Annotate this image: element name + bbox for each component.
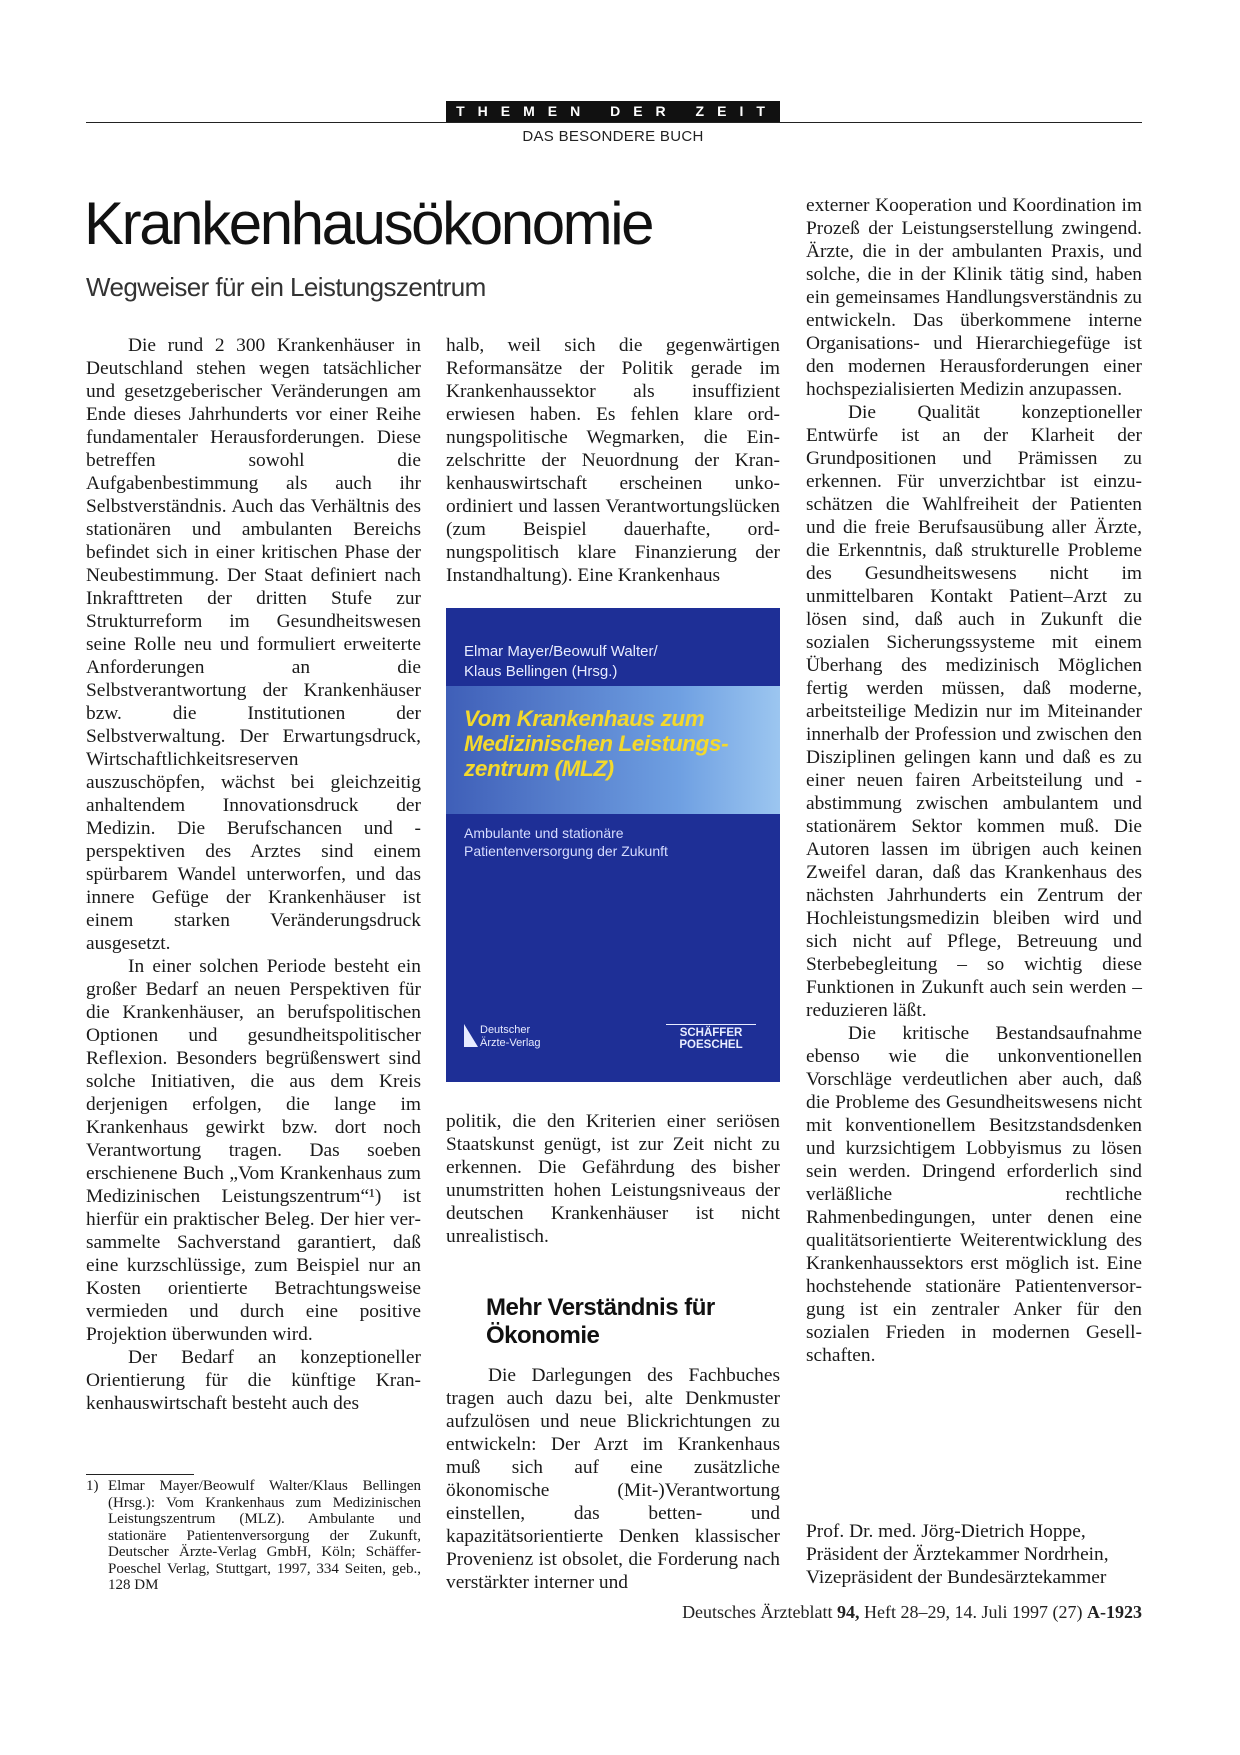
paragraph: Der Bedarf an konzeptioneller Orientierung für die künftige Krankenhauswirtschaft besteht auch des [86, 1347, 421, 1414]
book-title: Vom Krankenhaus zum Medizinischen Leistungs- zentrum (MLZ) [464, 706, 729, 781]
section-subrubric: DAS BESONDERE BUCH [522, 128, 704, 145]
paragraph: politik, die den Kriterien einer seriösen Staatskunst genügt, ist zur Zeit nicht zu erkennen. Die Gefährdung des bisher unumstritten hohen Leistungsniveaus der deutschen Krankenhäuser ist nicht unrealistisch. [446, 1111, 780, 1247]
footnote-number: 1) [86, 1478, 99, 1494]
book-publisher-right: SCHÄFFER POESCHEL [666, 1024, 756, 1051]
paragraph: Die Qualität konzeptioneller Entwürfe ist an der Klarheit der Grundpositionen und Prämissen zu erkennen. Für unverzichtbar ist einzuschätzen die Wahlfreiheit der Patienten und die freie Berufsausübung aller Ärzte, die Erkenntnis, daß strukturelle Probleme des Gesundheitswesens nicht im unmittelbaren Kontakt Patient–Arzt zu lösen sind, daß auch in Zukunft die sozialen Sicherungssysteme mit einem Überhang des medizinisch Möglichen fertig werden müssen, daß moderne, arbeitsteilige Medizin nur im Miteinander innerhalb der Profession und zwischen den Disziplinen gelingen kann und daß es zu einer neuen fairen Arbeitsteilung und -abstimmung zwischen ambulantem und stationärem Sektor kommen muß. Die Autoren lassen im übrigen auch keinen Zweifel daran, daß das Krankenhaus des nächsten Jahrhunderts ein Zentrum der Hochleistungsmedizin bleiben wird und sich nicht auf Pflege, Betreuung und Sterbebegleitung – so wichtig diese Funktionen in Zukunft auch sein werden – reduzieren läßt. [806, 402, 1142, 1021]
book-authors: Elmar Mayer/Beowulf Walter/ Klaus Bellingen (Hrsg.) [464, 643, 658, 680]
publisher-logo-icon [463, 1022, 479, 1048]
footnote [86, 1478, 421, 1594]
paragraph: In einer solchen Periode besteht ein großer Bedarf an neuen Perspektiven für die Krankenhäuser, an berufspolitischen Optionen und gesundheitspolitischer Reflexion. Besonders begrüßenswert sind solche Initiativen, die aus dem Kreis derjenigen erfolgen, die lange im Krankenhaus gewirkt bzw. dort noch Verantwortung tragen. Das soeben erschienene Buch „Vom Krankenhaus zum Medizinischen Leistungszentrum“¹) ist hierfür ein praktischer Beleg. Der hier versammelte Sachverstand garantiert, daß eine kurzschlüssige, zum Beispiel nur an Kosten orientierte Betrachtungsweise vermieden und durch eine positive Projektion überwunden wird. [86, 956, 421, 1345]
book-cover-image [446, 608, 780, 1082]
column-2-bottom [446, 1364, 780, 1594]
author-signature: Prof. Dr. med. Jörg-Dietrich Hoppe, Präsident der Ärztekammer Nordrhein, Vizepräsident der Bundesärztekammer [806, 1521, 1109, 1588]
page-number: A-1923 [1087, 1602, 1142, 1622]
book-publisher-left: Deutscher Ärzte-Verlag [480, 1024, 541, 1049]
footnote-rule [86, 1474, 194, 1475]
paragraph: externer Kooperation und Koordination im Prozeß der Leistungserstellung zwingend. Ärzte, die in der ambulanten Praxis, und solche, die in der Klinik tätig sind, haben ein gemeinsames Handlungsverständnis zu entwickeln. Das überkommene interne Organisations- und Hierarchiegefüge ist den modernen Herausforderungen einer hochspezialisierten Medizin anzupassen. [806, 195, 1142, 400]
column-2-middle [446, 1110, 780, 1248]
paragraph: Die Darlegungen des Fachbuches tragen auch dazu bei, alte Denkmuster aufzulösen und neue Blickrichtungen zu entwickeln: Der Arzt im Krankenhaus muß sich auf eine zusätzliche ökonomische (Mit-)Verantwortung einstellen, das betten- und kapazitätsorientierte Denken klassischer Provenienz ist obsolet, die Forderung nach verstärkter interner und [446, 1365, 780, 1593]
paragraph: halb, weil sich die gegenwärtigen Reformansätze der Politik gerade im Krankenhaussektor als insuffizient erwiesen haben. Es fehlen klare ordnungspolitische Wegmarken, die Einzelschritte der Neuordnung der Krankenhauswirtschaft erscheinen unkoordiniert und lassen Verantwortungslücken (zum Beispiel dauerhafte, ordnungspolitisch klare Finanzierung der Instandhaltung). Eine Krankenhaus [446, 335, 780, 586]
column-1 [86, 334, 421, 1415]
book-subtitle: Ambulante und stationäre Patientenversorgung der Zukunft [464, 825, 668, 859]
footnote-text: Elmar Mayer/Beowulf Walter/Klaus Bellingen (Hrsg.): Vom Krankenhaus zum Medizinischen Leistungszentrum (MLZ). Ambulante und stationäre Patientenversorgung der Zukunft, Deutscher Ärzte-Verlag GmbH, Köln; Schäffer-Poeschel Verlag, Stuttgart, 1997, 334 Seiten, geb., 128 DM [108, 1478, 421, 1593]
section-heading: Mehr Verständnis für Ökonomie [486, 1294, 715, 1349]
column-2-top [446, 334, 780, 587]
column-3 [806, 194, 1142, 1367]
page-footer [682, 1602, 1142, 1623]
journal-volume: 94, [837, 1602, 860, 1622]
journal-name: Deutsches Ärzteblatt [682, 1602, 833, 1622]
header-rule [86, 122, 1142, 123]
article-title: Krankenhausökonomie [84, 190, 653, 257]
paragraph: Die kritische Bestandsaufnahme ebenso wie die unkonventionellen Vorschläge verdeutlichen aber auch, daß die Probleme des Gesundheitswesens nicht mit konventionellem Besitzstandsdenken und kurzsichtigem Lobbyismus zu lösen sein werden. Dringend erforderlich sind verläßliche rechtliche Rahmenbedingungen, unter denen eine qualitätsorientierte Weiterentwicklung des Krankenhaussektors erst möglich ist. Eine hochstehende stationäre Patientenversorgung ist ein zentraler Anker für den sozialen Frieden in modernen Gesellschaften. [806, 1023, 1142, 1366]
section-rubric: THEMEN DER ZEIT [446, 101, 780, 122]
paragraph: Die rund 2 300 Krankenhäuser in Deutschland stehen wegen tatsächlicher und gesetzgeberischer Veränderungen am Ende dieses Jahrhunderts vor einer Reihe fundamentaler Herausforderungen. Diese betreffen sowohl die Aufgabenbestimmung als auch ihr Selbstverständnis. Auch das Verhältnis des stationären und ambulanten Bereichs befindet sich in einer kritischen Phase der Neubestimmung. Der Staat definiert nach Inkrafttreten der dritten Stufe zur Strukturreform im Gesundheitswesen seine Rolle neu und formuliert erweiterte Anforderungen an die Selbstverantwortung der Krankenhäuser bzw. die Institutionen der Selbstverwaltung. Der Erwartungsdruck, Wirtschaftlichkeitsreserven auszuschöpfen, wächst bei gleichzeitig anhaltendem Innovationsdruck der Medizin. Die Berufschancen und -perspektiven des Arztes sind einem spürbarem Wandel unterworfen, und das innere Gefüge der Krankenhäuser ist einem starken Veränderungsdruck ausgesetzt. [86, 335, 421, 954]
article-subtitle: Wegweiser für ein Leistungszentrum [86, 272, 486, 302]
journal-issue: Heft 28–29, 14. Juli 1997 (27) [864, 1602, 1083, 1622]
